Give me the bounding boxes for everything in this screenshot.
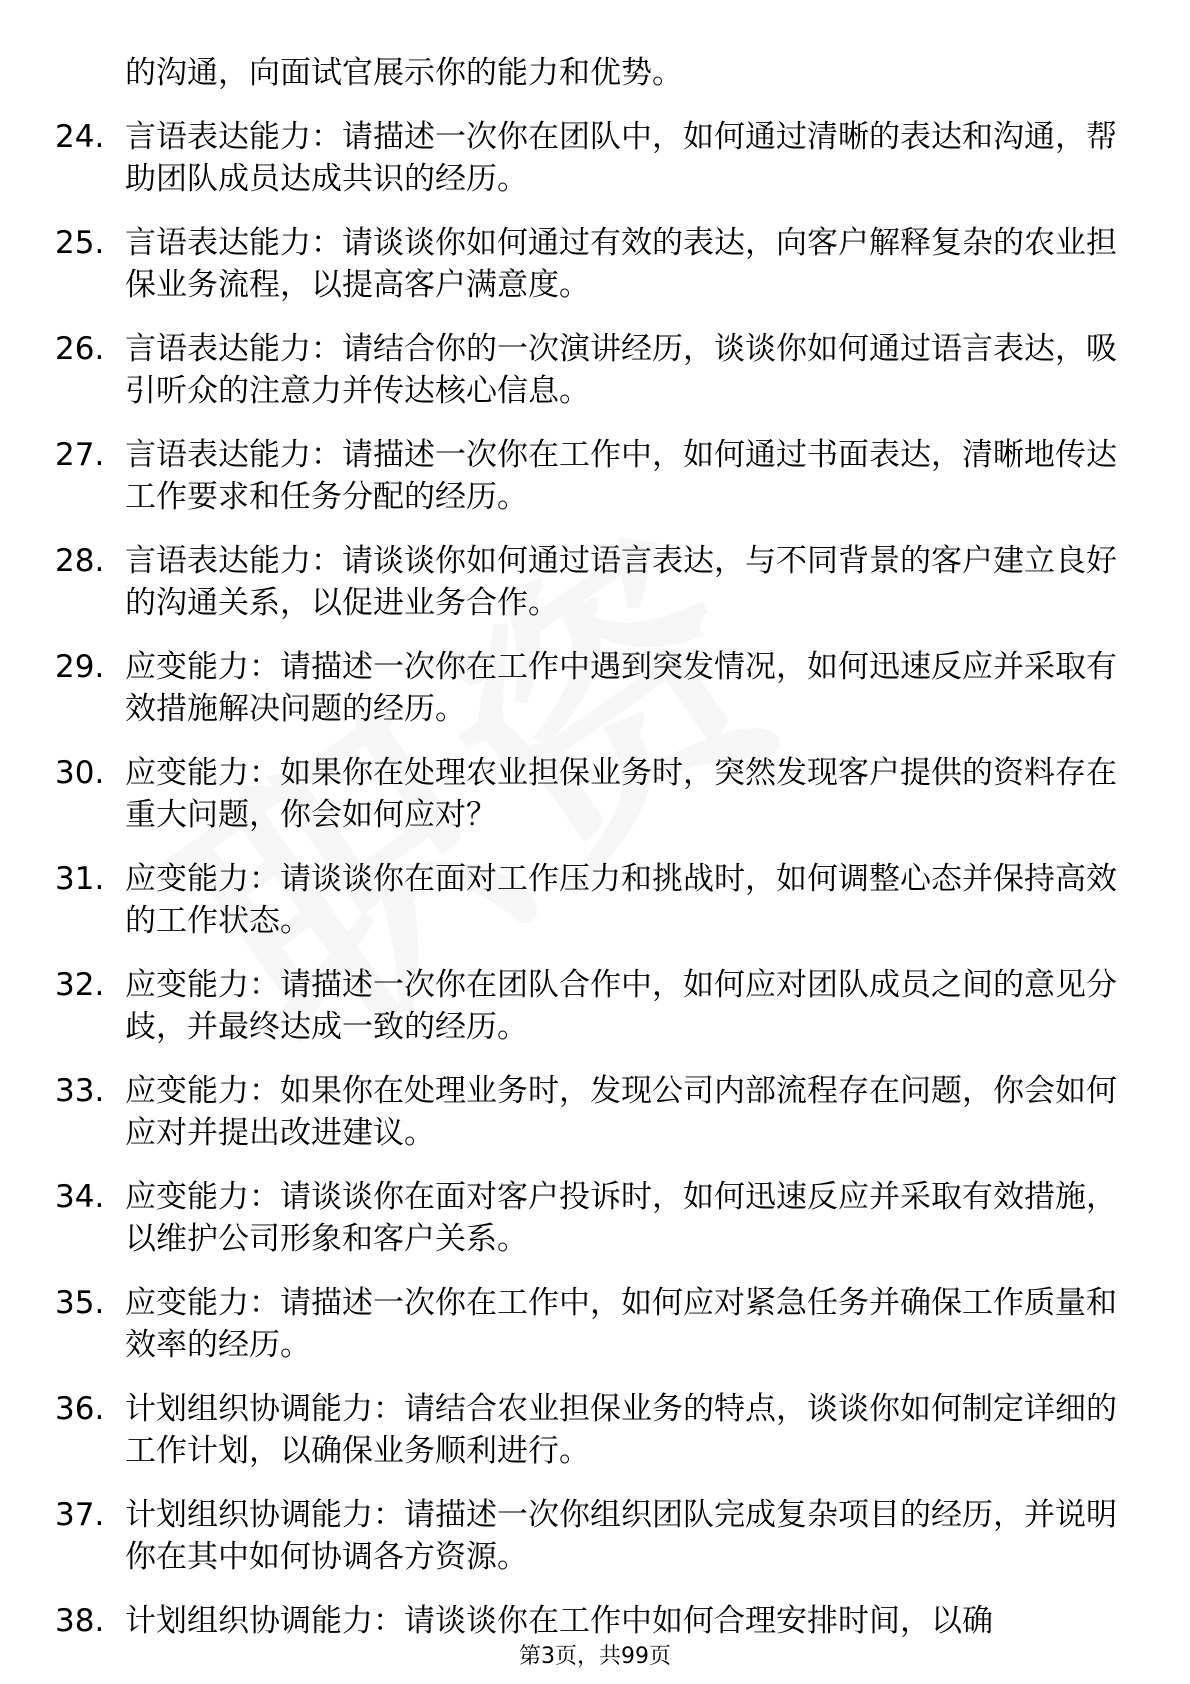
page-footer: 第3页，共99页 xyxy=(519,1644,671,1669)
item-text: 应变能力：请描述一次你在工作中遇到突发情况，如何迅速反应并采取有效措施解决问题的经历。 xyxy=(125,649,1117,727)
item-text: 计划组织协调能力：请描述一次你组织团队完成复杂项目的经历，并说明你在其中如何协调各方资源。 xyxy=(125,1497,1117,1575)
item-text: 言语表达能力：请谈谈你如何通过有效的表达，向客户解释复杂的农业担保业务流程，以提高客户满意度。 xyxy=(125,225,1117,303)
item-text: 计划组织协调能力：请谈谈你在工作中如何合理安排时间，以确 xyxy=(125,1603,993,1639)
item-number: 29. xyxy=(55,649,105,685)
item-text: 言语表达能力：请描述一次你在团队中，如何通过清晰的表达和沟通，帮助团队成员达成共识的经历。 xyxy=(125,119,1117,197)
item-number: 27. xyxy=(55,437,105,473)
list-item xyxy=(55,1494,1140,1578)
list-item xyxy=(55,1600,1140,1642)
item-text: 应变能力：请谈谈你在面对客户投诉时，如何迅速反应并采取有效措施，以维护公司形象和客户关系。 xyxy=(125,1179,1117,1257)
list-item xyxy=(55,222,1140,306)
item-number: 34. xyxy=(55,1179,105,1215)
list-item xyxy=(55,328,1140,412)
item-number: 38. xyxy=(55,1603,105,1639)
list-item xyxy=(55,434,1140,518)
list-item xyxy=(55,1282,1140,1366)
item-text: 应变能力：请描述一次你在团队合作中，如何应对团队成员之间的意见分歧，并最终达成一致的经历。 xyxy=(125,967,1117,1045)
item-number: 26. xyxy=(55,331,105,367)
continuation-text: 的沟通，向面试官展示你的能力和优势。 xyxy=(125,55,683,91)
item-number: 33. xyxy=(55,1073,105,1109)
list-item xyxy=(55,858,1140,942)
list-item xyxy=(55,1388,1140,1472)
item-number: 25. xyxy=(55,225,105,261)
item-text: 言语表达能力：请结合你的一次演讲经历，谈谈你如何通过语言表达，吸引听众的注意力并传达核心信息。 xyxy=(125,331,1117,409)
item-number: 31. xyxy=(55,861,105,897)
item-number: 30. xyxy=(55,755,105,791)
list-item xyxy=(55,646,1140,730)
item-text: 言语表达能力：请谈谈你如何通过语言表达，与不同背景的客户建立良好的沟通关系，以促进业务合作。 xyxy=(125,543,1117,621)
item-text: 计划组织协调能力：请结合农业担保业务的特点，谈谈你如何制定详细的工作计划，以确保业务顺利进行。 xyxy=(125,1391,1117,1469)
list-item xyxy=(55,752,1140,836)
item-number: 32. xyxy=(55,967,105,1003)
item-text: 应变能力：请谈谈你在面对工作压力和挑战时，如何调整心态并保持高效的工作状态。 xyxy=(125,861,1117,939)
item-text: 应变能力：如果你在处理农业担保业务时，突然发现客户提供的资料存在重大问题，你会如何应对？ xyxy=(125,755,1117,833)
list-item xyxy=(55,540,1140,624)
item-number: 36. xyxy=(55,1391,105,1427)
list-item xyxy=(55,1070,1140,1154)
item-number: 28. xyxy=(55,543,105,579)
item-text: 应变能力：如果你在处理业务时，发现公司内部流程存在问题，你会如何应对并提出改进建议。 xyxy=(125,1073,1117,1151)
item-number: 24. xyxy=(55,119,105,155)
list-item xyxy=(55,1176,1140,1260)
list-item xyxy=(55,116,1140,200)
item-text: 言语表达能力：请描述一次你在工作中，如何通过书面表达，清晰地传达工作要求和任务分配的经历。 xyxy=(125,437,1117,515)
item-number: 37. xyxy=(55,1497,105,1533)
item-number: 35. xyxy=(55,1285,105,1321)
list-item xyxy=(55,964,1140,1048)
item-text: 应变能力：请描述一次你在工作中，如何应对紧急任务并确保工作质量和效率的经历。 xyxy=(125,1285,1117,1363)
question-list xyxy=(55,52,1140,1664)
